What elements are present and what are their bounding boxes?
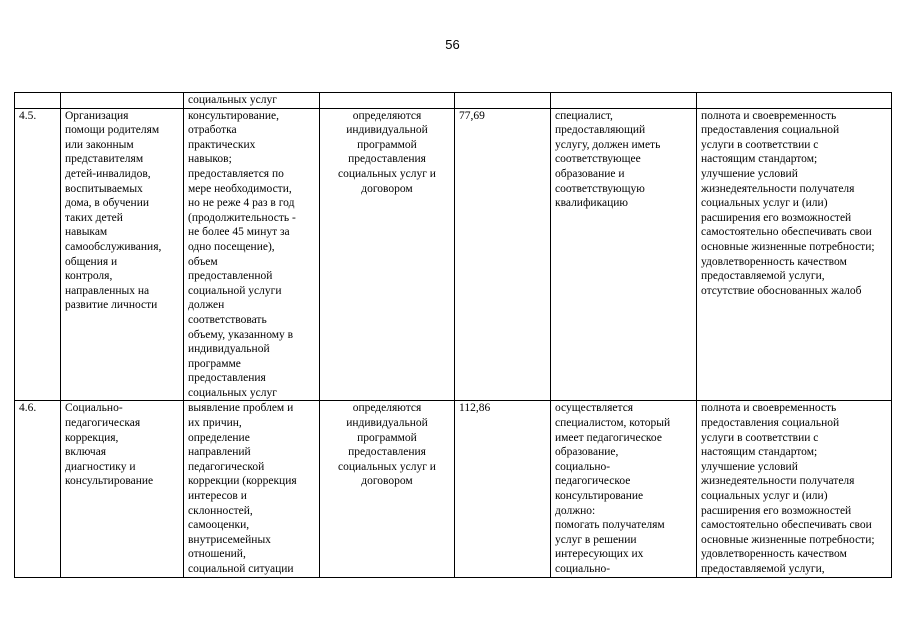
text-line: услуг в решении: [555, 533, 637, 546]
text-line: навыкам: [65, 226, 108, 239]
text-line: образование,: [555, 446, 619, 459]
text-line: удовлетворенность качеством: [701, 548, 847, 561]
text-line: имеет педагогическое: [555, 431, 662, 444]
text-line: полнота и своевременность: [701, 109, 837, 122]
text-line: Социально-: [65, 402, 123, 415]
table-row-continuation: [15, 93, 892, 109]
text-line: внутрисемейных: [188, 533, 271, 546]
text-line: социальных услуг и: [338, 460, 436, 473]
text-line: склонностей,: [188, 504, 253, 517]
table-row: [15, 108, 892, 401]
text-line: включая: [65, 446, 107, 459]
text-line: социальной ситуации: [188, 563, 294, 575]
text-line: одно посещение),: [188, 240, 275, 253]
text-line: представителям: [65, 153, 144, 166]
cell-description: [184, 108, 320, 401]
text-line: интересов и: [188, 490, 247, 503]
cell-tariff: [455, 108, 551, 401]
text-line: социальных услуг и (или): [701, 197, 828, 210]
cell-number: [15, 108, 61, 401]
text-line: услугу, должен иметь: [555, 138, 661, 151]
text-line: индивидуальной: [346, 417, 428, 430]
text-line: социальных услуг: [188, 94, 277, 106]
text-line: 77,69: [459, 109, 485, 122]
text-line: предоставления: [348, 446, 426, 459]
text-line: консультирование,: [188, 109, 280, 122]
text-line: отработка: [188, 124, 237, 137]
text-line: должен: [188, 299, 225, 312]
cell-empty: [551, 93, 697, 109]
text-line: расширения его возможностей: [701, 504, 852, 517]
text-line: программой: [357, 431, 417, 444]
cell-service-name: [61, 108, 184, 401]
text-line: самообслуживания,: [65, 240, 162, 253]
text-line: программе: [188, 357, 241, 370]
text-line: навыков;: [188, 153, 232, 166]
text-line: социально-: [555, 563, 611, 575]
text-line: настоящим стандартом;: [701, 153, 818, 166]
text-line: или законным: [65, 138, 134, 151]
cell-empty: [455, 93, 551, 109]
text-line: определяются: [352, 109, 422, 122]
text-line: определение: [188, 431, 250, 444]
text-line: консультирование: [65, 475, 154, 488]
text-line: не более 45 минут за: [188, 226, 290, 239]
cell-terms: [320, 108, 455, 401]
text-line: детей-инвалидов,: [65, 167, 151, 180]
table-row: [15, 401, 892, 577]
text-line: квалификацию: [555, 197, 628, 210]
text-line: объем: [188, 255, 218, 268]
cell-service-name: [61, 401, 184, 577]
text-line: предоставляемой услуги,: [701, 270, 825, 283]
text-line: договором: [361, 182, 413, 195]
text-line: педагогическое: [555, 475, 631, 488]
text-line: расширения его возможностей: [701, 211, 852, 224]
cell-indicators: [697, 401, 892, 577]
text-line: специалистом, который: [555, 417, 671, 430]
text-line: соответствовать: [188, 313, 267, 326]
text-line: консультирование: [555, 490, 644, 503]
text-line: педагогической: [188, 460, 265, 473]
text-line: (продолжительность -: [188, 211, 296, 224]
text-line: индивидуальной: [346, 124, 428, 137]
text-line: помогать получателям: [555, 519, 665, 532]
text-line: предоставления социальной: [701, 124, 840, 137]
text-line: осуществляется: [555, 402, 634, 415]
text-line: услуги в соответствии с: [701, 138, 819, 151]
text-line: направлений: [188, 446, 251, 459]
cell-description-continuation: [184, 93, 320, 109]
cell-tariff: [455, 401, 551, 577]
text-line: но не реже 4 раз в год: [188, 197, 295, 210]
cell-conditions: [551, 401, 697, 577]
cell-indicators: [697, 108, 892, 401]
text-line: самостоятельно обеспечивать свои: [701, 519, 872, 532]
text-line: педагогическая: [65, 417, 141, 430]
text-line: социальных услуг и: [338, 167, 436, 180]
cell-number: [15, 401, 61, 577]
text-line: жизнедеятельности получателя: [701, 475, 855, 488]
text-line: предоставляется по: [188, 167, 284, 180]
text-line: социально-: [555, 460, 611, 473]
text-line: индивидуальной: [188, 343, 270, 356]
text-line: диагностику и: [65, 460, 136, 473]
text-line: улучшение условий: [701, 460, 798, 473]
text-line: 4.6.: [19, 402, 37, 415]
text-line: общения и: [65, 255, 118, 268]
text-line: основные жизненные потребности;: [701, 240, 875, 253]
text-line: отношений,: [188, 548, 246, 561]
text-line: коррекции (коррекция: [188, 475, 297, 488]
text-line: договором: [361, 475, 413, 488]
text-line: направленных на: [65, 284, 150, 297]
text-line: воспитываемых: [65, 182, 143, 195]
text-line: таких детей: [65, 211, 123, 224]
text-line: 4.5.: [19, 109, 37, 122]
cell-empty: [697, 93, 892, 109]
text-line: предоставления: [188, 372, 266, 385]
cell-terms: [320, 401, 455, 577]
cell-conditions: [551, 108, 697, 401]
text-line: соответствующее: [555, 153, 641, 166]
text-line: улучшение условий: [701, 167, 798, 180]
text-line: предоставляющий: [555, 124, 646, 137]
cell-empty: [320, 93, 455, 109]
text-line: объему, указанному в: [188, 328, 294, 341]
text-line: их причин,: [188, 417, 242, 430]
text-line: определяются: [352, 402, 422, 415]
text-line: практических: [188, 138, 256, 151]
text-line: жизнедеятельности получателя: [701, 182, 855, 195]
text-line: самооценки,: [188, 519, 250, 532]
text-line: предоставляемой услуги,: [701, 563, 825, 575]
text-line: контроля,: [65, 270, 113, 283]
text-line: Организация: [65, 109, 129, 122]
text-line: основные жизненные потребности;: [701, 533, 875, 546]
text-line: удовлетворенность качеством: [701, 255, 847, 268]
text-line: помощи родителям: [65, 124, 160, 137]
text-line: отсутствие обоснованных жалоб: [701, 284, 862, 297]
cell-empty: [15, 93, 61, 109]
text-line: социальной услуги: [188, 284, 282, 297]
text-line: предоставления: [348, 153, 426, 166]
text-line: 112,86: [459, 402, 491, 415]
text-line: дома, в обучении: [65, 197, 150, 210]
text-line: предоставления социальной: [701, 417, 840, 430]
text-line: соответствующую: [555, 182, 645, 195]
text-line: самостоятельно обеспечивать свои: [701, 226, 872, 239]
text-line: выявление проблем и: [188, 402, 294, 415]
services-table: [14, 92, 892, 578]
text-line: предоставленной: [188, 270, 273, 283]
text-line: социальных услуг и (или): [701, 490, 828, 503]
text-line: должно:: [555, 504, 596, 517]
text-line: социальных услуг: [188, 386, 277, 399]
text-line: интересующих их: [555, 548, 644, 561]
cell-description: [184, 401, 320, 577]
text-line: специалист,: [555, 109, 613, 122]
text-line: настоящим стандартом;: [701, 446, 818, 459]
text-line: развитие личности: [65, 299, 158, 312]
text-line: образование и: [555, 167, 625, 180]
cell-empty: [61, 93, 184, 109]
page-number: 56: [445, 37, 460, 52]
text-line: программой: [357, 138, 417, 151]
text-line: коррекция,: [65, 431, 119, 444]
text-line: услуги в соответствии с: [701, 431, 819, 444]
text-line: полнота и своевременность: [701, 402, 837, 415]
text-line: мере необходимости,: [188, 182, 292, 195]
